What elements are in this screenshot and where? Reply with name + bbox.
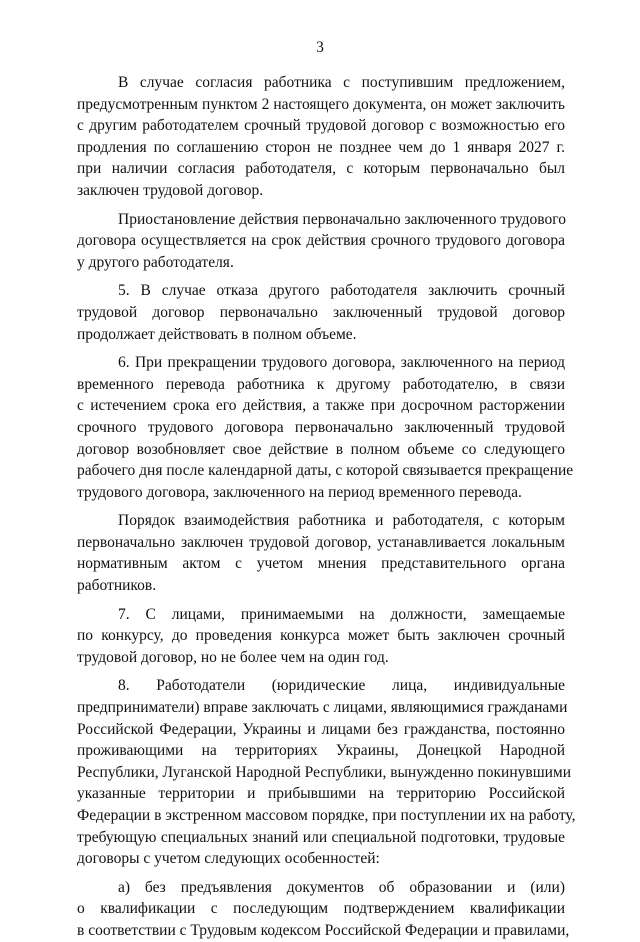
text-line: 6. При прекращении трудового договора, заключенного на период (118, 354, 565, 372)
paragraph (77, 280, 565, 345)
text-line: с истечением срока его действия, а также при досрочном расторжении (77, 397, 565, 415)
paragraph (77, 352, 574, 503)
paragraph-gap (77, 668, 565, 675)
text-line: 5. В случае отказа другого работодателя заключить срочный (118, 282, 565, 300)
text-line: В случае согласия работника с поступившим предложением, (118, 74, 565, 91)
paragraph-gap (77, 503, 565, 510)
text-line: при наличии согласия работодателя, с которым первоначально был (77, 160, 565, 178)
text-line: у другого работодателя. (77, 253, 234, 271)
text-line: временного перевода работника к другому работодателю, в связи (77, 375, 565, 393)
paragraph (77, 72, 565, 202)
text-line: 8. Работодатели (юридические лица, индивидуальные (118, 677, 565, 695)
text-line: проживающими на территориях Украины, Донецкой Народной (77, 742, 565, 760)
text-line: а) без предъявления документов об образовании и (или) (118, 878, 565, 896)
text-line: трудовой договор, но не более чем на один год. (77, 648, 389, 666)
text-line: срочного трудового договора первоначально заключенный трудовой (77, 418, 565, 436)
paragraph (77, 877, 570, 942)
text-line: Порядок взаимодействия работника и работодателя, с которым (118, 512, 565, 530)
text-line: Приостановление действия первоначально заключенного трудового (118, 210, 566, 228)
text-line: заключен трудовой договор. (77, 181, 264, 199)
text-line: Республики, Луганской Народной Республики, вынужденно покинувшими (77, 763, 572, 781)
document-body (77, 72, 576, 942)
text-line: о квалификации с последующим подтверждением квалификации (77, 900, 565, 918)
text-line: указанные территории и прибывшими на территорию Российской (77, 785, 565, 803)
paragraph-gap (77, 597, 565, 604)
text-line: работников. (77, 577, 157, 595)
paragraph-gap (77, 202, 565, 209)
text-line: продолжает действовать в полном объеме. (77, 325, 357, 343)
text-line: трудового договора, заключенного на период временного перевода. (77, 483, 522, 501)
text-line: договор возобновляет свое действие в полном объеме со следующего (77, 440, 565, 458)
text-line: нормативным актом с учетом мнения представительного органа (77, 555, 565, 573)
paragraph-gap (77, 273, 565, 280)
text-line: предусмотренным пунктом 2 настоящего документа, он может заключить (77, 95, 565, 113)
paragraph (77, 604, 565, 669)
text-line: трудовой договор первоначально заключенный трудовой договор (77, 303, 565, 321)
paragraph (77, 675, 576, 869)
text-line: 7. С лицами, принимаемыми на должности, замещаемые (118, 605, 565, 623)
text-line: по конкурсу, до проведения конкурса может быть заключен срочный (77, 627, 565, 645)
text-line: продления по соглашению сторон не позднее чем до 1 января 2027 г. (77, 138, 565, 156)
paragraph-gap (77, 345, 565, 352)
text-line: Федерации в экстренном массовом порядке, при поступлении их на работу, (77, 807, 576, 824)
text-line: рабочего дня после календарной даты, с которой связывается прекращение (77, 462, 574, 480)
paragraph (77, 510, 565, 596)
paragraph (77, 209, 565, 274)
text-line: первоначально заключен трудовой договор, устанавливается локальным (77, 533, 565, 551)
text-line: требующую специальных знаний или специальной подготовки, трудовые (77, 828, 565, 846)
page-number: 3 (316, 39, 324, 56)
text-line: договора осуществляется на срок действия срочного трудового договора (77, 232, 565, 250)
text-line: в соответствии с Трудовым кодексом Российской Федерации и правилами, (77, 921, 570, 939)
text-line: предприниматели) вправе заключать с лицами, являющимися гражданами (77, 699, 568, 717)
text-line: с другим работодателем срочный трудовой договор с возможностью его (77, 117, 565, 135)
text-line: Российской Федерации, Украины и лицами без гражданства, постоянно (77, 720, 565, 738)
paragraph-gap (77, 870, 565, 877)
text-line: договоры с учетом следующих особенностей: (77, 850, 380, 868)
